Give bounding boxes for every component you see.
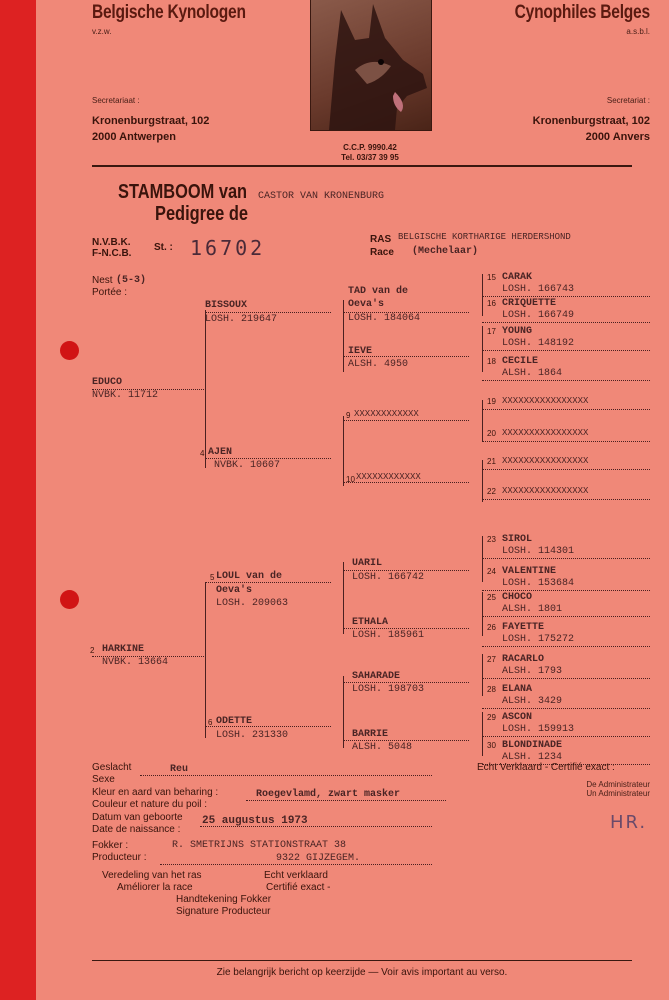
- entry-line: [482, 708, 650, 709]
- entry-line: [482, 590, 650, 591]
- tree-connector: [482, 460, 483, 502]
- handtekening-label: Handtekening Fokker: [176, 894, 272, 905]
- ancestor-name: CRIQUETTE: [502, 298, 557, 309]
- ameliorer-label: Améliorer la race: [117, 882, 193, 893]
- tree-connector: [482, 326, 483, 372]
- entry-line: [482, 736, 650, 737]
- ancestor-registration: LOSH. 184064: [348, 313, 421, 324]
- field-line: [160, 864, 432, 865]
- entry-line: [205, 312, 331, 313]
- ras-label: RAS: [370, 234, 392, 245]
- ancestor-registration: LOSH. 148192: [502, 338, 575, 349]
- entry-number: 21: [487, 457, 496, 466]
- tree-connector: [482, 536, 483, 582]
- tree-connector: [343, 676, 344, 748]
- entry-number: 30: [487, 741, 496, 750]
- ancestor-name: BARRIE: [352, 729, 389, 740]
- studbook-label: St. :: [154, 242, 173, 253]
- entry-number: 17: [487, 327, 496, 336]
- administrator-nl: De Administrateur: [586, 780, 650, 789]
- entry-number: 19: [487, 397, 496, 406]
- entry-number: 27: [487, 655, 496, 664]
- ancestor-unknown: XXXXXXXXXXXX: [354, 409, 419, 419]
- ancestor-registration: LOSH. 231330: [216, 730, 289, 741]
- ancestor-name: LOUL van de: [216, 571, 283, 582]
- entry-number: 23: [487, 535, 496, 544]
- ancestor-name-cont: Oeva's: [348, 299, 385, 310]
- entry-number: 2: [90, 646, 95, 655]
- administrator-fr: Un Administrateur: [586, 789, 650, 798]
- address-street-right: Kronenburgstraat, 102: [532, 115, 650, 127]
- stamboom-title: STAMBOOM van: [118, 181, 248, 203]
- ancestor-unknown: XXXXXXXXXXXXXXXX: [502, 456, 589, 466]
- entry-number: 22: [487, 487, 496, 496]
- entry-number: 29: [487, 713, 496, 722]
- entry-line: [343, 740, 469, 741]
- sire-name: EDUCO: [92, 377, 123, 388]
- certified-label: Echt Verklaard - Certifié exact :: [477, 762, 615, 773]
- dog-photo: [310, 0, 432, 131]
- field-line: [246, 800, 446, 801]
- entry-number: 20: [487, 429, 496, 438]
- field-line: [200, 826, 432, 827]
- ancestor-name: YOUNG: [502, 326, 533, 337]
- entry-line: [482, 558, 650, 559]
- tree-connector: [343, 562, 344, 634]
- ancestor-registration: LOSH. 198703: [352, 684, 425, 695]
- footer-notice: Zie belangrijk bericht op keerzijde — Voir avis important au verso.: [216, 967, 508, 978]
- breed-value: BELGISCHE KORTHARIGE HERDERSHOND: [398, 232, 571, 242]
- address-city-right: 2000 Anvers: [585, 131, 650, 143]
- ancestor-registration: ALSH. 1801: [502, 604, 563, 615]
- ancestor-name: TAD van de: [348, 286, 409, 297]
- entry-line: [482, 499, 650, 500]
- entry-line: [205, 458, 331, 459]
- entry-line: [343, 628, 469, 629]
- tree-connector: [482, 400, 483, 442]
- ancestor-name: BLONDINADE: [502, 740, 563, 751]
- field-line: [140, 775, 432, 776]
- ancestor-name: SAHARADE: [352, 671, 401, 682]
- org-name-dutch: Belgische Kynologen: [92, 2, 246, 23]
- tree-connector: [205, 310, 206, 468]
- ancestor-name: UARIL: [352, 558, 383, 569]
- ancestor-registration: NVBK. 10607: [214, 460, 281, 471]
- entry-line: [482, 646, 650, 647]
- ancestor-registration: LOSH. 175272: [502, 634, 575, 645]
- dog-name: CASTOR VAN KRONENBURG: [258, 191, 385, 202]
- coat-value: Roegevlamd, zwart masker: [256, 789, 401, 800]
- dam-registration: NVBK. 13664: [102, 657, 169, 668]
- ancestor-name: FAYETTE: [502, 622, 545, 633]
- ancestor-name: IEVE: [348, 346, 373, 357]
- address-street-left: Kronenburgstraat, 102: [92, 115, 210, 127]
- ancestor-registration: LOSH. 166743: [502, 284, 575, 295]
- ancestor-name: CARAK: [502, 272, 533, 283]
- ancestor-name: BISSOUX: [205, 300, 248, 311]
- entry-number: 28: [487, 685, 496, 694]
- couleur-label: Couleur et nature du poil :: [92, 799, 208, 810]
- tree-connector: [482, 592, 483, 636]
- entry-line: [343, 482, 469, 483]
- sire-registration: NVBK. 11712: [92, 390, 159, 401]
- address-city-left: 2000 Antwerpen: [92, 131, 176, 143]
- entry-number: 16: [487, 299, 496, 308]
- punch-hole: [60, 590, 79, 609]
- secretariat-label-right: Secretariat :: [606, 96, 650, 105]
- date-label: Date de naissance :: [92, 824, 181, 835]
- entry-line: [482, 469, 650, 470]
- ancestor-name: ASCON: [502, 712, 533, 723]
- certifie-exact-label: Certifié exact -: [266, 882, 331, 893]
- sex-value: Reu: [170, 764, 189, 775]
- ancestor-name: RACARLO: [502, 654, 545, 665]
- birth-date-value: 25 augustus 1973: [202, 815, 308, 827]
- org-suffix-french: a.s.b.l.: [626, 27, 650, 36]
- postal-account: C.C.P. 9990.42: [343, 143, 397, 152]
- entry-line: [205, 582, 331, 583]
- breeder-city: 9322 GIJZEGEM.: [276, 853, 361, 864]
- footer-divider: [92, 960, 632, 961]
- telephone: Tel. 03/37 39 95: [341, 153, 399, 162]
- ancestor-registration: LOSH. 114301: [502, 546, 575, 557]
- fncb-label: F-N.C.B.: [92, 248, 132, 259]
- ancestor-name: ODETTE: [216, 716, 253, 727]
- ancestor-name: ELANA: [502, 684, 533, 695]
- tree-connector: [482, 274, 483, 316]
- entry-number: 4: [200, 449, 205, 458]
- administrator-initials: HR.: [610, 812, 648, 833]
- org-suffix-dutch: v.z.w.: [92, 27, 112, 36]
- entry-number: 24: [487, 567, 496, 576]
- entry-number: 6: [208, 718, 213, 727]
- ancestor-name: CHOCO: [502, 592, 533, 603]
- entry-line: [482, 616, 650, 617]
- ancestor-registration: LOSH. 166749: [502, 310, 575, 321]
- entry-line: [343, 570, 469, 571]
- ancestor-registration: LOSH. 185961: [352, 630, 425, 641]
- ancestor-unknown: XXXXXXXXXXXXXXXX: [502, 428, 589, 438]
- kleur-label: Kleur en aard van beharing :: [92, 787, 219, 798]
- entry-number: 15: [487, 273, 496, 282]
- ancestor-registration: ALSH. 1793: [502, 666, 563, 677]
- secretariat-label-left: Secretariaat :: [92, 96, 140, 105]
- ancestor-name: AJEN: [208, 447, 233, 458]
- breeder-address: R. SMETRIJNS STATIONSTRAAT 38: [172, 840, 347, 851]
- punch-hole: [60, 341, 79, 360]
- ancestor-unknown: XXXXXXXXXXXXXXXX: [502, 396, 589, 406]
- breed-variety: (Mechelaar): [412, 246, 479, 257]
- ancestor-registration: LOSH. 219647: [205, 314, 278, 325]
- ancestor-name: SIROL: [502, 534, 533, 545]
- echt-verklaard-label: Echt verklaard: [264, 870, 328, 881]
- tree-connector: [343, 300, 344, 372]
- nest-label: Nest: [92, 275, 113, 286]
- ancestor-name: CECILE: [502, 356, 539, 367]
- entry-number: 18: [487, 357, 496, 366]
- ancestor-name: ETHALA: [352, 617, 389, 628]
- ancestor-registration: LOSH. 166742: [352, 572, 425, 583]
- tree-connector: [343, 416, 344, 486]
- entry-number: 9: [346, 411, 351, 420]
- studbook-number: 16702: [190, 236, 266, 260]
- datum-label: Datum van geboorte: [92, 812, 183, 823]
- litter-value: (5-3): [116, 275, 147, 286]
- tree-connector: [482, 654, 483, 696]
- sexe-label: Sexe: [92, 774, 115, 785]
- ancestor-registration: ALSH. 1864: [502, 368, 563, 379]
- ancestor-registration: LOSH. 153684: [502, 578, 575, 589]
- entry-line: [482, 380, 650, 381]
- entry-line: [482, 678, 650, 679]
- dam-name: HARKINE: [102, 644, 145, 655]
- header-divider: [92, 165, 632, 167]
- producteur-label: Producteur :: [92, 852, 147, 863]
- ancestor-name: VALENTINE: [502, 566, 557, 577]
- entry-number: 26: [487, 623, 496, 632]
- ancestor-registration: ALSH. 4950: [348, 359, 409, 370]
- veredeling-label: Veredeling van het ras: [102, 870, 202, 881]
- tree-connector: [482, 712, 483, 756]
- binding-strip: [0, 0, 36, 1000]
- entry-number: 10: [346, 475, 355, 484]
- entry-line: [343, 682, 469, 683]
- entry-line: [482, 441, 650, 442]
- ancestor-unknown: XXXXXXXXXXXXXXXX: [502, 486, 589, 496]
- race-label: Race: [370, 247, 394, 258]
- entry-line: [482, 296, 650, 297]
- entry-line: [482, 322, 650, 323]
- ancestor-registration: ALSH. 5048: [352, 742, 413, 753]
- ancestor-name-cont: Oeva's: [216, 585, 253, 596]
- entry-line: [343, 420, 469, 421]
- org-name-french: Cynophiles Belges: [514, 2, 650, 23]
- entry-number: 5: [210, 573, 215, 582]
- ancestor-registration: ALSH. 1234: [502, 752, 563, 763]
- geslacht-label: Geslacht: [92, 762, 132, 773]
- tree-connector: [205, 582, 206, 738]
- pedigree-title: Pedigree de: [155, 203, 248, 225]
- portee-label: Portée :: [92, 287, 128, 298]
- ancestor-registration: ALSH. 3429: [502, 696, 563, 707]
- ancestor-unknown: XXXXXXXXXXXX: [356, 472, 421, 482]
- nvbk-label: N.V.B.K.: [92, 237, 131, 248]
- signature-label: Signature Producteur: [176, 906, 271, 917]
- fokker-label: Fokker :: [92, 840, 129, 851]
- entry-line: [482, 350, 650, 351]
- entry-line: [482, 409, 650, 410]
- ancestor-registration: LOSH. 209063: [216, 598, 289, 609]
- ancestor-registration: LOSH. 159913: [502, 724, 575, 735]
- entry-number: 25: [487, 593, 496, 602]
